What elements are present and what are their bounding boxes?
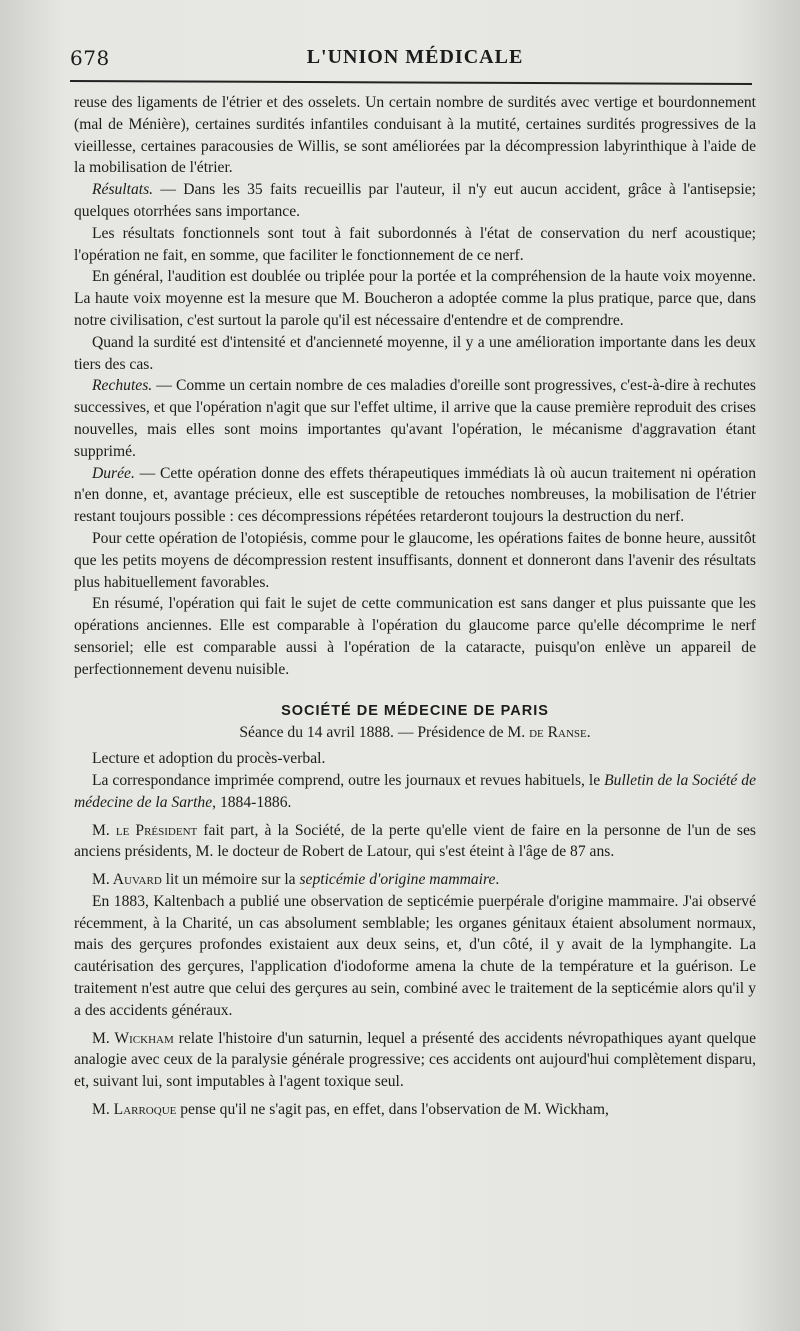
paragraph-text: La correspondance imprimée comprend, outre les journaux et revues habituels, le (92, 771, 605, 789)
paragraph-text: relate l'histoire d'un saturnin, lequel a présenté des accidents névropathiques ayant quelque analogie avec ceux de la paralysie générale progressive; ces accidents ont aujourd'hui complètement disparu, et, suivant lui, sont imputables à l'agent toxique seul. (74, 1029, 756, 1091)
speaker-name: M. Wickham (92, 1029, 174, 1047)
paragraph (74, 463, 756, 528)
speaker-name: M. le Président (92, 821, 198, 839)
paragraph-text: — Dans les 35 faits recueillis par l'auteur, il n'y eut aucun accident, grâce à l'antisepsie; quelques otorrhées sans importance. (74, 181, 756, 220)
paragraph-label: Rechutes. (92, 377, 153, 395)
paragraph (74, 375, 756, 462)
paragraph: reuse des ligaments de l'étrier et des osselets. Un certain nombre de surdités avec vertige et bourdonnement (mal de Ménière), certaines surdités infantiles conduisant à la mutité, certaines surdités progressives de la vieillesse, certaines paracousies de Willis, se sont améliorées par la décompression labyrinthique à l'aide de la mobilisation de l'étrier. (74, 94, 756, 177)
paragraph: En résumé, l'opération qui fait le sujet de cette communication est sans danger et plus puissante que les opérations anciennes. Elle est comparable à l'opération du glaucome parce qu'elle décomprime le nerf sensoriel; elle est comparable aussi à l'opération de la cataracte, puisqu'on enlève un appareil de perfectionnement devenu nuisible. (74, 595, 756, 678)
paragraph-label: Durée. (92, 464, 135, 482)
paragraph-text: , 1884-1886. (212, 793, 292, 811)
paragraph-text: lit un mémoire sur la (161, 871, 300, 889)
paragraph-text: — Cette opération donne des effets thérapeutiques immédiats là où aucun traitement ni opération n'en donne, et, avantage précieux, elle est susceptible de retouches nombreuses, la mobilisation de l'étrier restant toujours possible : ces décompressions répétées retarderont toujours la destruction du nerf. (74, 464, 756, 526)
paragraph (74, 820, 756, 864)
paragraph-text: fait part, à la Société, de la perte qu'elle vient de faire en la personne de l'un de ses anciens présidents, M. le docteur de Robert de Latour, qui s'est éteint à l'âge de 87 ans. (74, 821, 756, 861)
session-end: . (586, 724, 591, 742)
paragraph: Lecture et adoption du procès-verbal. (92, 750, 326, 768)
paragraph (74, 770, 756, 814)
header-rule (70, 80, 752, 85)
paragraph-text: . (495, 871, 500, 889)
paragraph-label: Résultats. (92, 181, 154, 199)
session-line (74, 722, 756, 744)
paragraph (74, 869, 756, 891)
paragraph-text: — Comme un certain nombre de ces maladies d'oreille sont progressives, c'est-à-dire à rechutes successives, et que l'opération n'agit que sur l'effet ultime, il arrive que la cause première reproduit des crises nouvelles, mais elles sont moins importantes qu'avant l'opération, le mécanisme d'aggravation étant supprimé. (74, 377, 756, 460)
paragraph (74, 1028, 756, 1093)
paragraph: Quand la surdité est d'intensité et d'ancienneté moyenne, il y a une amélioration importante dans les deux tiers des cas. (74, 333, 756, 373)
paragraph (74, 1099, 756, 1121)
running-title: L'UNION MÉDICALE (306, 46, 524, 68)
paragraph (74, 179, 756, 223)
speaker-name: M. Larroque (92, 1101, 177, 1119)
president-name: de Ranse (529, 724, 587, 742)
journal-title: Bulletin de la Société de médecine de la Sarthe (74, 771, 756, 811)
article-body (74, 92, 756, 1121)
section-title: SOCIÉTÉ DE MÉDECINE DE PARIS (281, 702, 549, 719)
paragraph: En 1883, Kaltenbach a publié une observation de septicémie puerpérale d'origine mammaire. J'ai observé récemment, à la Charité, un cas absolument semblable; les organes génitaux étaient absolument normaux, mais des gerçures profondes existaient aux deux seins, et, d'un côté, il y avait de la lymphangite. La cautérisation des gerçures, l'application d'iodoforme amena la chute de la température et la guérison. Le traitement n'est autre que celui des gerçures au sein, combiné avec le traitement de la septicémie alors qu'il y a des accidents généraux. (74, 892, 756, 1019)
speaker-name: M. Auvard (92, 871, 162, 889)
paragraph: Les résultats fonctionnels sont tout à fait subordonnés à l'état de conservation du nerf acoustique; l'opération ne fait, en somme, que faciliter le fonctionnement de ce nerf. (74, 224, 756, 264)
memoir-title: septicémie d'origine mammaire (299, 871, 496, 889)
session-text: Séance du 14 avril 1888. — Présidence de M. (239, 724, 530, 742)
paragraph: En général, l'audition est doublée ou triplée pour la portée et la compréhension de la haute voix moyenne. La haute voix moyenne est la mesure que M. Boucheron a adoptée comme la plus pratique, parce que, dans notre civilisation, c'est surtout la parole qu'il est nécessaire d'entendre et de comprendre. (74, 268, 756, 329)
paragraph-text: pense qu'il ne s'agit pas, en effet, dans l'observation de M. Wickham, (176, 1101, 609, 1119)
page-number: 678 (70, 46, 110, 70)
paragraph: Pour cette opération de l'otopiésis, comme pour le glaucome, les opérations faites de bonne heure, aussitôt que les petits moyens de décompression restent insuffisants, donnent et donneront dans l'avenir des résultats plus habituellement favorables. (74, 529, 756, 591)
page-header (70, 44, 760, 72)
